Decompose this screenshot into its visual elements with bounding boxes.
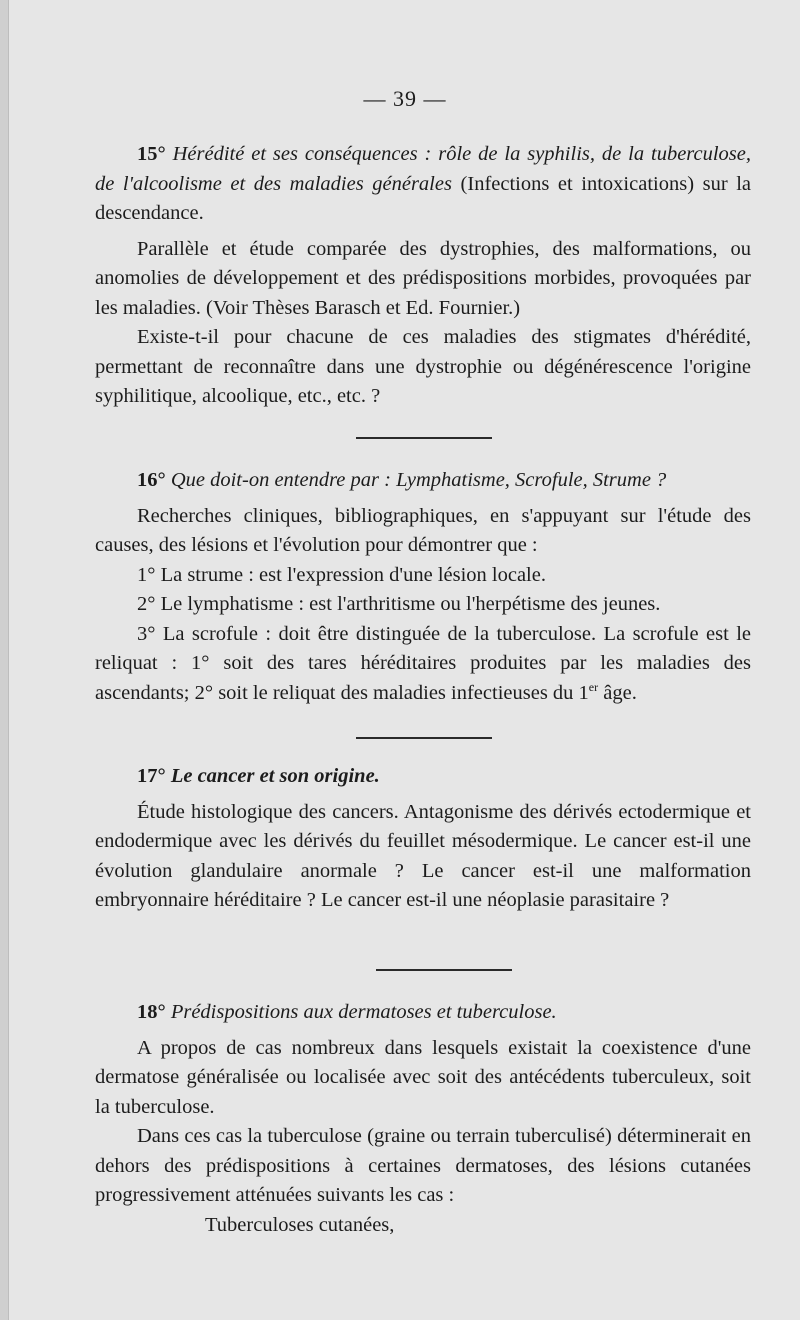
section-16-item-3-text: 3° La scrofule : doit être distinguée de la tuberculose. La scrofule est le reliquat : 1° soit des tares héréditaires produites par les maladies des ascendants; 2° soit le reliquat des maladies infectieuses du 1 <box>95 622 751 704</box>
section-15-paragraph-1: Parallèle et étude comparée des dystrophies, des malformations, ou anomolies de développement et des prédispositions morbides, provoquées par les maladies. (Voir Thèses Barasch et Ed. Fournier.) <box>95 237 751 319</box>
section-18-heading <box>95 998 751 1028</box>
section-18-paragraph-1: A propos de cas nombreux dans lesquels existait la coexistence d'une dermatose généralisée ou localisée avec soit des antécédents tuberculeux, soit la tuberculose. <box>95 1036 751 1118</box>
section-18-paragraph-2: Dans ces cas la tuberculose (graine ou terrain tuberculisé) déterminerait en dehors des prédispositions à certaines dermatoses, des lésions cutanées progressivement atténuées suivants les cas : <box>95 1125 751 1206</box>
section-15-number: 15° <box>137 143 166 165</box>
section-18-title: Prédispositions aux dermatoses et tuberculose. <box>170 1001 557 1023</box>
page-number: — 39 — <box>363 86 447 111</box>
section-17-title: Le cancer et son origine. <box>170 765 380 787</box>
section-18-paragraph-3: Tuberculoses cutanées, <box>205 1213 395 1236</box>
separator-rule <box>356 437 492 439</box>
section-15-title-rest: (Infections et intoxications) sur la descendance. <box>95 172 752 224</box>
section-16-item-3-sup: er <box>588 679 599 694</box>
section-16-item-3 <box>95 620 751 709</box>
section-18-number: 18° <box>137 1001 166 1023</box>
section-15-paragraph-2: Existe-t-il pour chacune de ces maladies des stigmates d'hérédité, permettant de reconnaître dans une dystrophie ou dégénérescence l'origine syphilitique, alcoolique, etc., etc. ? <box>95 326 751 407</box>
section-17-paragraph-1: Étude histologique des cancers. Antagonisme des dérivés ectodermique et endodermique avec les dérivés du feuillet mésodermique. Le cancer est-il une évolution glandulaire anormale ? Le cancer est-il une malformation embryonnaire héréditaire ? Le cancer est-il une néoplasie parasitaire ? <box>95 800 751 911</box>
section-16-paragraph-1: Recherches cliniques, bibliographiques, en s'appuyant sur l'étude des causes, des lésions et l'évolution pour démontrer que : <box>95 504 751 556</box>
separator-rule <box>376 969 512 971</box>
section-16 <box>95 466 751 708</box>
section-16-number: 16° <box>137 469 166 491</box>
section-16-item-3-end: âge. <box>598 681 637 704</box>
page <box>8 0 800 1320</box>
section-17-heading <box>95 762 751 792</box>
section-16-item-2: 2° Le lymphatisme : est l'arthritisme ou l'herpétisme des jeunes. <box>137 593 661 615</box>
section-15-heading <box>95 140 751 229</box>
section-17-number: 17° <box>137 765 166 787</box>
section-18 <box>95 998 751 1240</box>
section-15-title: Hérédité et ses conséquences : rôle de la syphilis, de la tuberculose, de l'alcoolisme et des maladies générales <box>95 143 752 195</box>
section-16-heading <box>95 466 751 496</box>
section-15 <box>95 140 751 412</box>
separator-rule <box>356 737 492 739</box>
section-17 <box>95 762 751 916</box>
section-16-title: Que doit-on entendre par : Lymphatisme, Scrofule, Strume ? <box>170 469 667 491</box>
section-16-item-1: 1° La strume : est l'expression d'une lésion locale. <box>137 563 546 586</box>
